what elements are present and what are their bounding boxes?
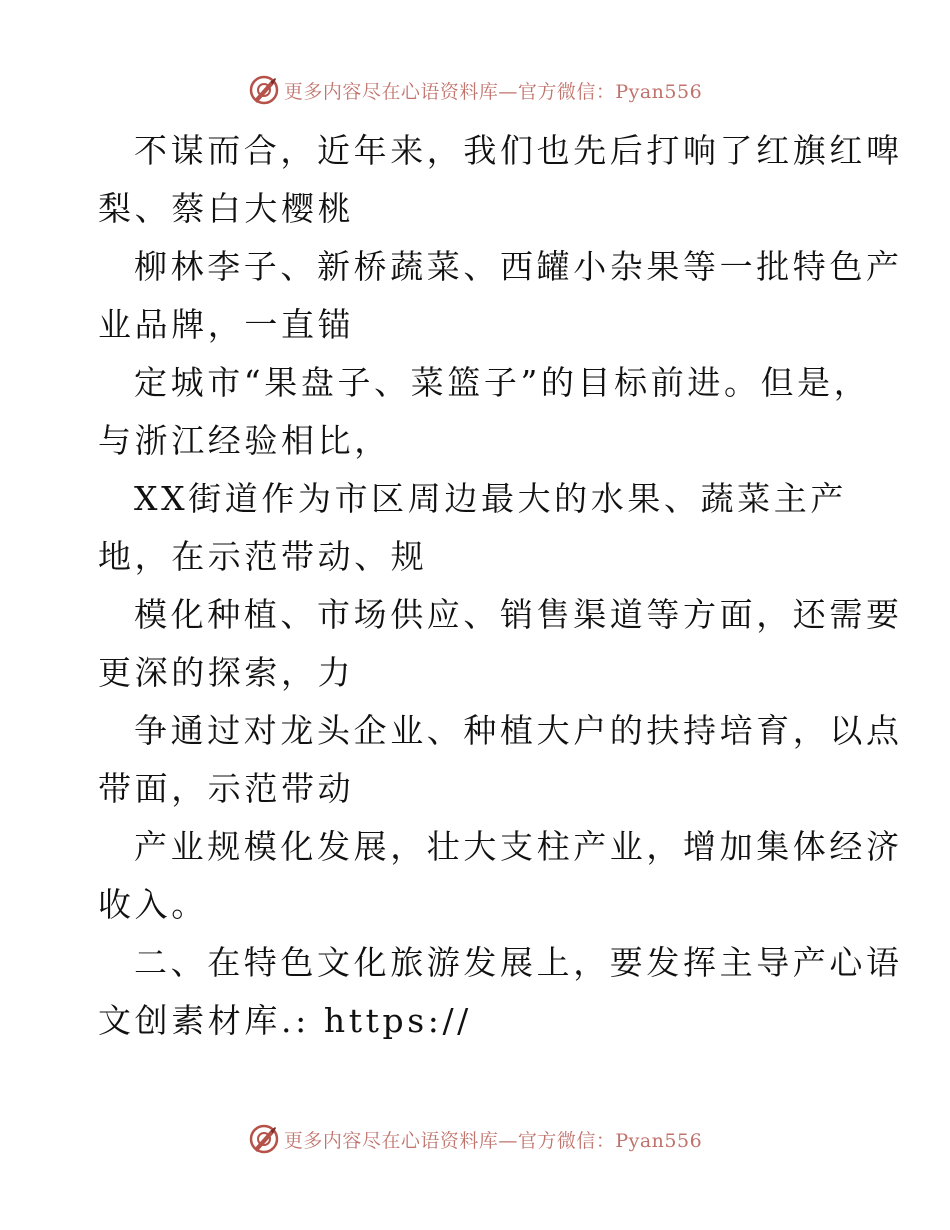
paragraph-line: 梨、蔡白大樱桃 [98, 189, 355, 228]
paragraph-line: 收入。 [98, 885, 208, 924]
paragraph-line: 产业规模化发展，壮大支柱产业，增加集体经济 [134, 827, 903, 866]
paragraph-line: 不谋而合，近年来，我们也先后打响了红旗红啤 [134, 131, 903, 170]
seal-logo-icon [248, 1123, 280, 1155]
paragraph-line: 业品牌，一直锚 [98, 305, 355, 344]
paragraph-line: 带面，示范带动 [98, 769, 355, 808]
paragraph-line: 文创素材库.: https:// [98, 1001, 472, 1040]
paragraph-line: 定城市“果盘子、菜篮子”的目标前进。但是， [134, 363, 871, 402]
paragraph-line: 二、在特色文化旅游发展上，要发挥主导产心语 [134, 943, 903, 982]
seal-logo-icon [248, 74, 280, 106]
header-watermark-text: 更多内容尽在心语资料库—官方微信：Pyan556 [283, 80, 703, 103]
paragraph-line: 柳林李子、新桥蔬菜、西罐小杂果等一批特色产 [134, 247, 903, 286]
paragraph-line: 争通过对龙头企业、种植大户的扶持培育，以点 [134, 711, 903, 750]
footer-watermark-text: 更多内容尽在心语资料库—官方微信：Pyan556 [283, 1129, 703, 1152]
paragraph-line: 地，在示范带动、规 [98, 537, 428, 576]
footer-watermark [0, 1121, 950, 1157]
paragraph-line: 模化种植、市场供应、销售渠道等方面，还需要 [134, 595, 903, 634]
document-body [98, 122, 903, 1050]
paragraph-line: 更深的探索，力 [98, 653, 355, 692]
header-watermark [0, 72, 950, 108]
paragraph-line: 与浙江经验相比， [98, 421, 391, 460]
paragraph-line: XX街道作为市区周边最大的水果、蔬菜主产 [134, 479, 847, 518]
